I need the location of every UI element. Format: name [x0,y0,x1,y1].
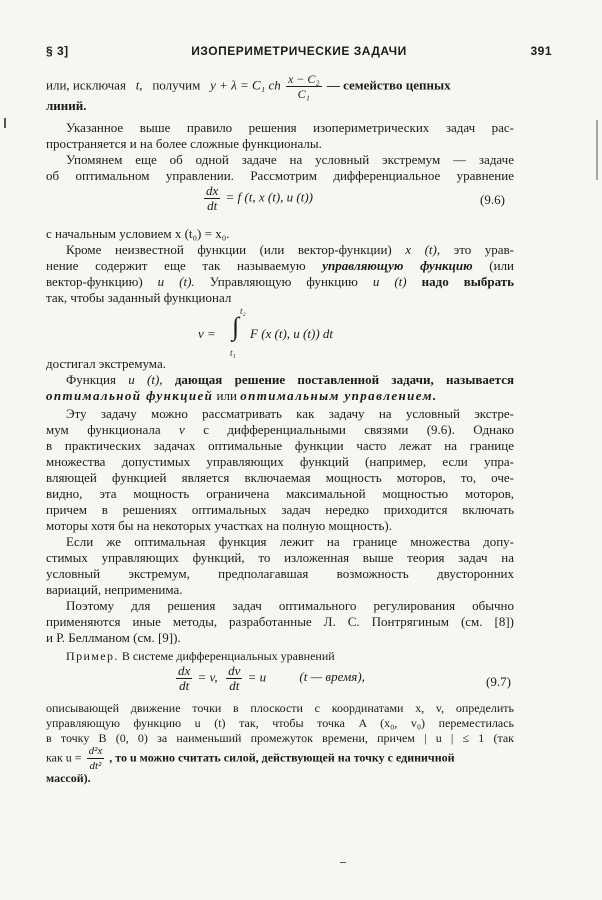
paragraph-4-line-1: с начальным условием x (t₀) = x₀. [46,226,230,241]
paragraph-2-line-1: Указанное выше правило решения изопериметрических задач рас- [66,120,514,135]
scan-mark [596,120,598,180]
text: Кроме неизвестной функции (или вектор-функции) [66,242,392,257]
numerator: dx [206,183,219,198]
paragraph-3-line-1: Упомянем еще об одной задаче на условный экстремум — задаче [66,152,514,167]
paragraph-9-line-1: Если же оптимальная функция лежит на границе множества допу- [66,534,514,549]
text: В системе дифференциальных уравнений [121,649,335,663]
lower-limit: t₁ [230,348,236,358]
paragraph-11-line-4 [46,744,514,772]
paragraph-1-line-1 [46,72,514,101]
equation-label-9-7: (9.7) [486,674,511,689]
integrand: F (x (t), u (t)) dt [250,326,334,341]
running-header [46,44,552,62]
paragraph-10-line-1: Поэтому для решения задач оптимального регулирования обычно [66,598,514,613]
paragraph-8-line-6: видно, эта мощность ограничена максимальной мощностью моторов, [46,486,514,501]
text: — семейство цепных [326,77,451,93]
paragraph-9-line-4: вариаций, неприменима. [46,582,183,597]
text: вектор-функцию) [46,274,143,289]
text: как u = [46,750,82,765]
paragraph-11-line-5: массой). [46,771,91,785]
paragraph-9-line-3: условный экстремум, предполагавшая возможность двусторонних [46,566,514,581]
equation-9-7 [174,664,365,693]
math-var: u (t) [372,274,407,289]
text: или, исключая [46,77,126,93]
numerator: dv [228,663,241,678]
denominator: dt [207,198,218,213]
math-var: u (t). [157,274,195,289]
paragraph-11-line-2: управляющую функцию u (t) так, чтобы точка A (x₀, v₀) переместилась [46,716,514,730]
paragraph-10-line-3: и Р. Беллманом (см. [9]). [46,630,181,645]
paragraph-8-line-5: вляющей функцией является включаемая мощность моторов, то, оче- [46,470,514,485]
section-marker: § 3] [46,44,69,58]
paragraph-5-line-3 [46,274,514,290]
text: с дифференциальными связями (9.6). Однако [203,422,514,437]
text: нение содержит еще так называемую [46,258,306,273]
equation-label-9-6: (9.6) [480,192,505,207]
text: надо выбрать [421,274,515,289]
formula: y + λ = C₁ ch [210,77,281,93]
fraction [286,72,322,101]
paragraph-10-line-2: применяются иные методы, разработанные Л. С. Понтрягиным (см. [8]) [46,614,514,629]
math-var: v [179,422,185,437]
denominator: dt [229,678,240,693]
math-var: x (t), [405,242,441,257]
equation-rhs: = v, [197,669,218,685]
term-emphasis: управляющую функцию [322,258,473,273]
text: t, [135,77,143,93]
paragraph-5-line-4: так, чтобы заданный функционал [46,290,232,305]
page-number: 391 [530,44,552,58]
denominator: C₁ [297,87,310,101]
term-emphasis: оптимальной функцией [46,388,214,403]
paragraph-7-line-1 [66,372,514,388]
fraction [176,664,192,693]
paragraph-9-line-2: стимых управляющих функций, то изложенная выше теория задач на [46,550,514,565]
paragraph-3-line-2: об оптимальном управлении. Рассмотрим дифференциальное уравнение [46,168,514,183]
paragraph-8-line-8: моторы хотя бы на некоторых участках на полную мощность). [46,518,392,533]
fraction [226,664,242,693]
denominator: dt² [89,760,102,772]
paragraph-5-line-1 [66,242,514,258]
text: Функция [66,372,116,387]
fraction [204,184,220,213]
equation-note: (t — время), [299,669,365,685]
paragraph-8-line-3: в практических задачах оптимальные функции часто лежат на границе [46,438,514,453]
numerator: d²x [88,745,103,757]
paragraph-8-line-4: множества допустимых управляющих функций (например, если упра- [46,454,514,469]
text: (или [489,258,515,273]
paragraph-1-line-2: линий. [46,98,87,113]
paragraph-2-line-2: пространяется и на более сложные функционалы. [46,136,322,151]
paragraph-11-line-3: в точку B (0, 0) за наименьший промежуток времени, причем | u | ≤ 1 (так [46,731,514,745]
scan-mark [340,862,346,863]
upper-limit: t₂ [240,306,246,316]
paragraph-8-line-7: причем в решениях оптимальных задач нередко приходится включать [46,502,514,517]
equation-rhs: = f (t, x (t), u (t)) [225,189,313,205]
numerator: x − C₂ [287,72,320,86]
paragraph-7-line-2 [46,388,514,404]
numerator: dx [178,663,191,678]
paragraph-11-line-1: описывающей движение точки в плоскости с координатами x, v, определить [46,701,514,715]
text: дающая решение поставленной задачи, называется [174,372,514,387]
fraction [87,744,105,773]
text: это урав- [453,242,514,257]
paragraph-8-line-1: Эту задачу можно рассматривать как задачу на условный экстре- [66,406,514,421]
equation-9-6 [202,184,313,213]
paragraph-5-line-2 [46,258,514,274]
math-var: u (t), [128,372,163,387]
denominator: dt [179,678,190,693]
chapter-title: ИЗОПЕРИМЕТРИЧЕСКИЕ ЗАДАЧИ [191,44,407,58]
text: , то u можно считать силой, действующей на точку с единичной [109,750,455,765]
equation-rhs: = u [247,669,267,685]
text: мум функционала [46,422,161,437]
scan-mark [4,118,6,128]
example-label: Пример. [66,649,119,663]
paragraph-6-line-1: достигал экстремума. [46,356,166,371]
equation-lhs: v = [198,326,216,341]
equation-functional [198,306,398,360]
text: Управляющую функцию [209,274,358,289]
integral-sign: ∫ [232,312,240,341]
paragraph-8-line-2 [46,422,514,438]
term-emphasis: оптимальным управлением. [240,388,438,403]
text: или [216,388,237,403]
example-heading [66,648,514,664]
text: получим [152,77,201,93]
